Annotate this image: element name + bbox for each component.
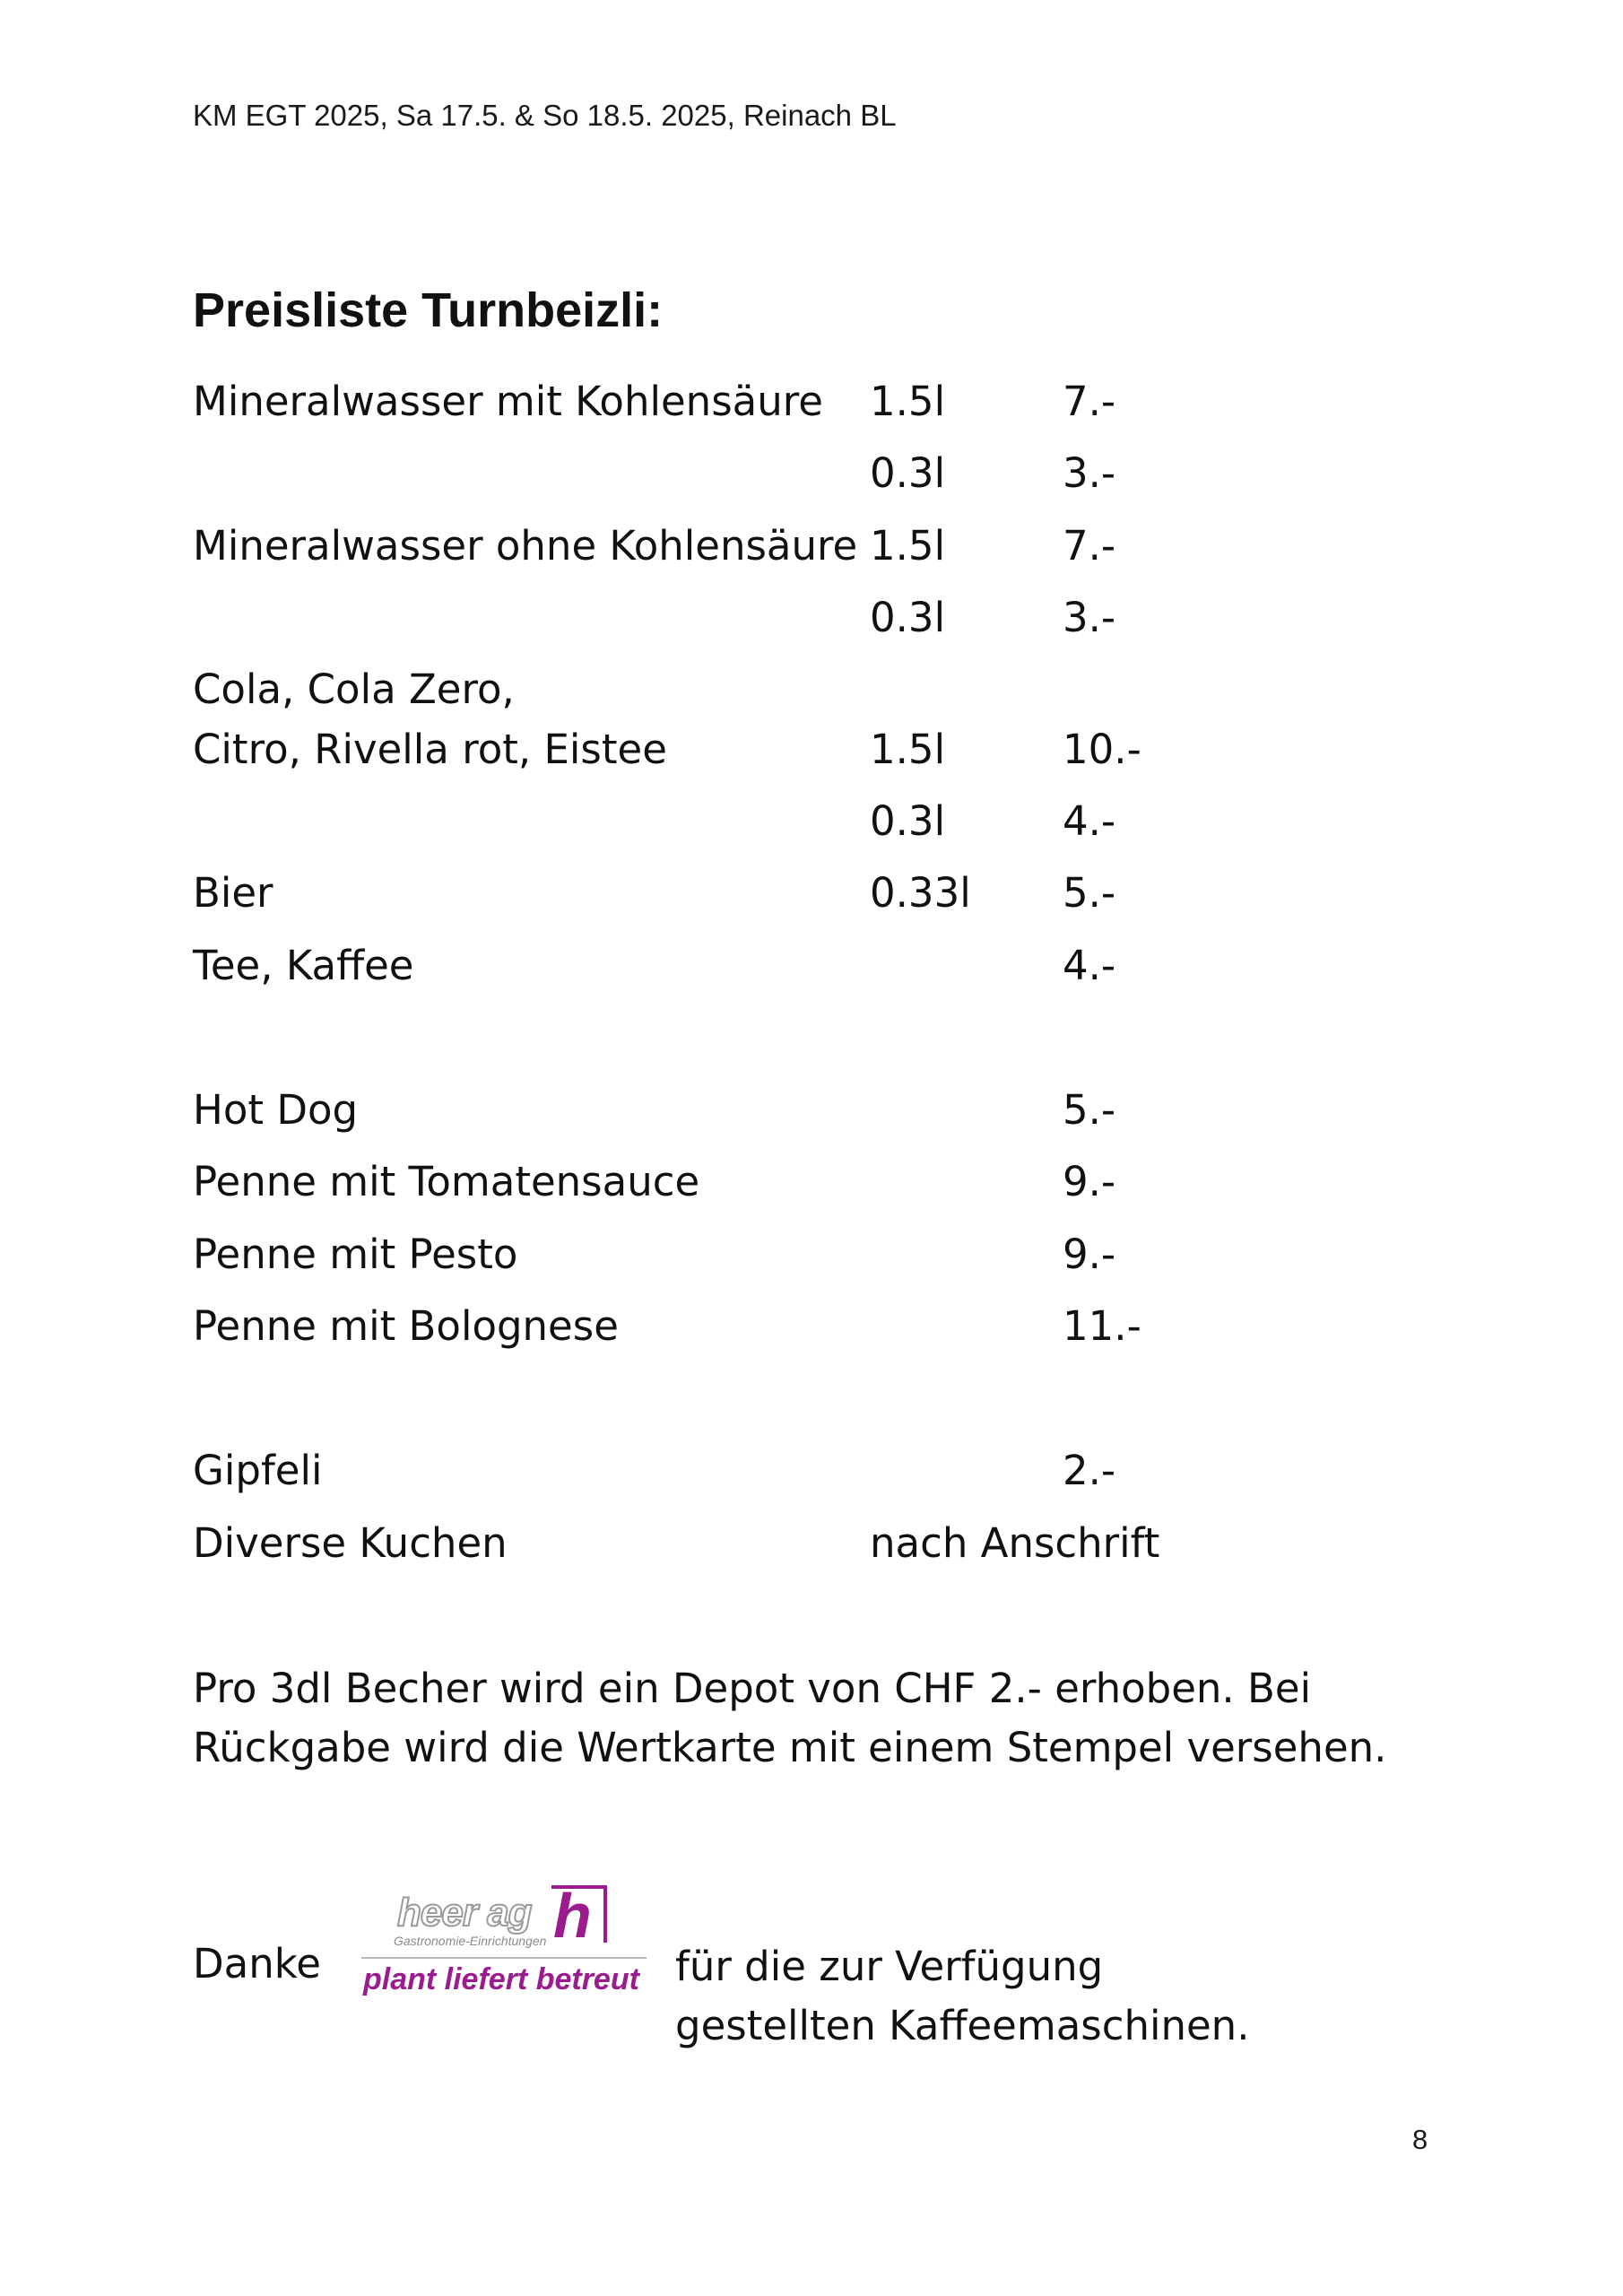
thanks-text xyxy=(675,1937,1250,2056)
item-price: 7.- xyxy=(1063,522,1116,570)
item-name: Penne mit Pesto xyxy=(193,1231,518,1278)
item-price: 2.- xyxy=(1063,1447,1116,1494)
deposit-note xyxy=(193,1659,1448,1778)
item-price: 9.- xyxy=(1063,1231,1116,1278)
document-header: KM EGT 2025, Sa 17.5. & So 18.5. 2025, Reinach BL xyxy=(193,99,897,132)
logo-h-mark: h xyxy=(551,1885,607,1943)
item-price: 7.- xyxy=(1063,378,1116,425)
item-name: Tee, Kaffee xyxy=(193,942,414,989)
item-name: Gipfeli xyxy=(193,1447,323,1494)
item-name: Mineralwasser ohne Kohlensäure xyxy=(193,522,858,570)
item-price: 3.- xyxy=(1063,594,1116,641)
item-name: Mineralwasser mit Kohlensäure xyxy=(193,378,823,425)
item-size: 1.5l xyxy=(870,378,946,425)
item-price: 4.- xyxy=(1063,797,1116,845)
item-name: Citro, Rivella rot, Eistee xyxy=(193,726,667,773)
item-price: 5.- xyxy=(1063,869,1116,917)
item-price: 11.- xyxy=(1063,1302,1141,1350)
logo-wordmark: heer ag xyxy=(397,1891,532,1935)
deposit-note-line: Rückgabe wird die Wertkarte mit einem Stempel versehen. xyxy=(193,1724,1387,1771)
sponsor-logo xyxy=(361,1882,648,2007)
logo-slogan: plant liefert betreut xyxy=(363,1962,639,1996)
deposit-note-line: Pro 3dl Becher wird ein Depot von CHF 2.- erhoben. Bei xyxy=(193,1665,1312,1712)
item-name: Bier xyxy=(193,869,273,917)
thanks-line: gestellten Kaffeemaschinen. xyxy=(675,2002,1250,2049)
item-size: 0.33l xyxy=(870,869,971,917)
item-price: 10.- xyxy=(1063,726,1141,773)
item-price: 5.- xyxy=(1063,1086,1116,1134)
item-name: Hot Dog xyxy=(193,1086,359,1134)
item-name: Diverse Kuchen xyxy=(193,1519,508,1567)
item-size: 0.3l xyxy=(870,594,946,641)
item-size: 1.5l xyxy=(870,522,946,570)
item-name: Penne mit Tomatensauce xyxy=(193,1158,700,1205)
item-price: 4.- xyxy=(1063,942,1116,989)
item-size: 0.3l xyxy=(870,449,946,497)
thanks-line: für die zur Verfügung xyxy=(675,1943,1104,1990)
page-title: Preisliste Turnbeizli: xyxy=(193,283,664,337)
item-price: 3.- xyxy=(1063,449,1116,497)
thanks-word: Danke xyxy=(193,1940,321,1987)
item-size: 0.3l xyxy=(870,797,946,845)
item-name: Penne mit Bolognese xyxy=(193,1302,619,1350)
logo-divider xyxy=(361,1957,647,1959)
page-number: 8 xyxy=(1412,2124,1428,2155)
logo-subtitle: Gastronomie-Einrichtungen xyxy=(394,1934,547,1948)
item-price: 9.- xyxy=(1063,1158,1116,1205)
item-name: Cola, Cola Zero, xyxy=(193,665,515,713)
item-size: 1.5l xyxy=(870,726,946,773)
item-size: nach Anschrift xyxy=(870,1519,1160,1567)
